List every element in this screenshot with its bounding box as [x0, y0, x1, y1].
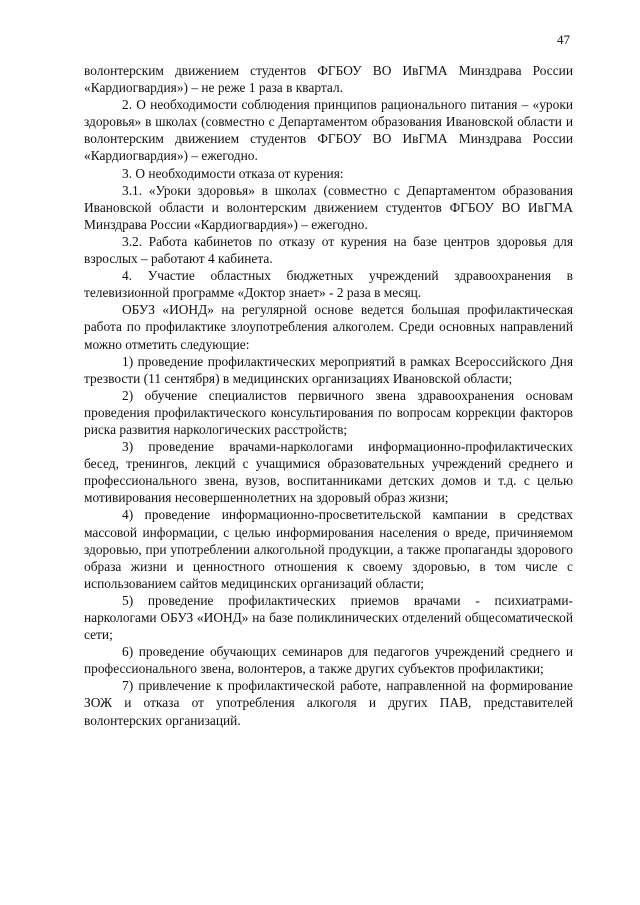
- list-item-6: 6) проведение обучающих семинаров для педагогов учреждений среднего и профессионального звена, волонтеров, а также других субъектов профилактики;: [84, 644, 573, 677]
- page-number: 47: [557, 32, 570, 47]
- list-item-4: 4) проведение информационно-просветительской кампании в средствах массовой информации, с целью информирования населения о вреде, причиняемом здоровью, при употреблении алкогольной продукции, а также пропаганды здорового образа жизни и ценностного отношения к своему здоровью, в том числе с использованием сайтов медицинских организаций области;: [84, 507, 573, 591]
- paragraph-item-2: 2. О необходимости соблюдения принципов рационального питания – «уроки здоровья» в школах (совместно с Департаментом образования Ивановской области и волонтерским движением студентов ФГБОУ ВО ИвГМА Минздрава России «Кардиогвардия») – ежегодно.: [84, 97, 573, 164]
- paragraph-continuation: волонтерским движением студентов ФГБОУ ВО ИвГМА Минздрава России «Кардиогвардия») – не реже 1 раза в квартал.: [84, 63, 573, 96]
- list-item-3: 3) проведение врачами-наркологами информационно-профилактических бесед, тренингов, лекций с учащимися образовательных учреждений среднего и профессионального звена, вузов, воспитанниками детских домов и т.д. с целью мотивирования несовершеннолетних на здоровый образ жизни;: [84, 439, 573, 506]
- document-body: [84, 62, 573, 729]
- paragraph-item-3: 3. О необходимости отказа от курения:: [122, 165, 344, 181]
- list-item-2: 2) обучение специалистов первичного звена здравоохранения основам проведения профилактического консультирования по вопросам коррекции факторов риска развития наркологических расстройств;: [84, 387, 573, 437]
- paragraph-iond-intro: ОБУЗ «ИОНД» на регулярной основе ведется большая профилактическая работа по профилактике злоупотребления алкоголем. Среди основных направлений можно отметить следующие:: [84, 302, 573, 352]
- list-item-1: 1) проведение профилактических мероприятий в рамках Всероссийского Дня трезвости (11 сентября) в медицинских организациях Ивановской области;: [84, 353, 573, 386]
- list-item-5: 5) проведение профилактических приемов врачами - психиатрами-наркологами ОБУЗ «ИОНД» на базе поликлинических отделений общесоматической сети;: [84, 592, 573, 643]
- paragraph-item-4: 4. Участие областных бюджетных учреждений здравоохранения в телевизионной программе «Доктор знает» - 2 раза в месяц.: [84, 268, 573, 301]
- list-item-7: 7) привлечение к профилактической работе, направленной на формирование ЗОЖ и отказа от употребления алкоголя и других ПАВ, представителей волонтерских организаций.: [84, 678, 573, 728]
- paragraph-item-3-1: 3.1. «Уроки здоровья» в школах (совместно с Департаментом образования Ивановской области и волонтерским движением студентов ФГБОУ ВО ИвГМА Минздрава России «Кардиогвардия») – ежегодно.: [84, 182, 573, 232]
- paragraph-item-3-2: 3.2. Работа кабинетов по отказу от курения на базе центров здоровья для взрослых – работают 4 кабинета.: [84, 233, 573, 267]
